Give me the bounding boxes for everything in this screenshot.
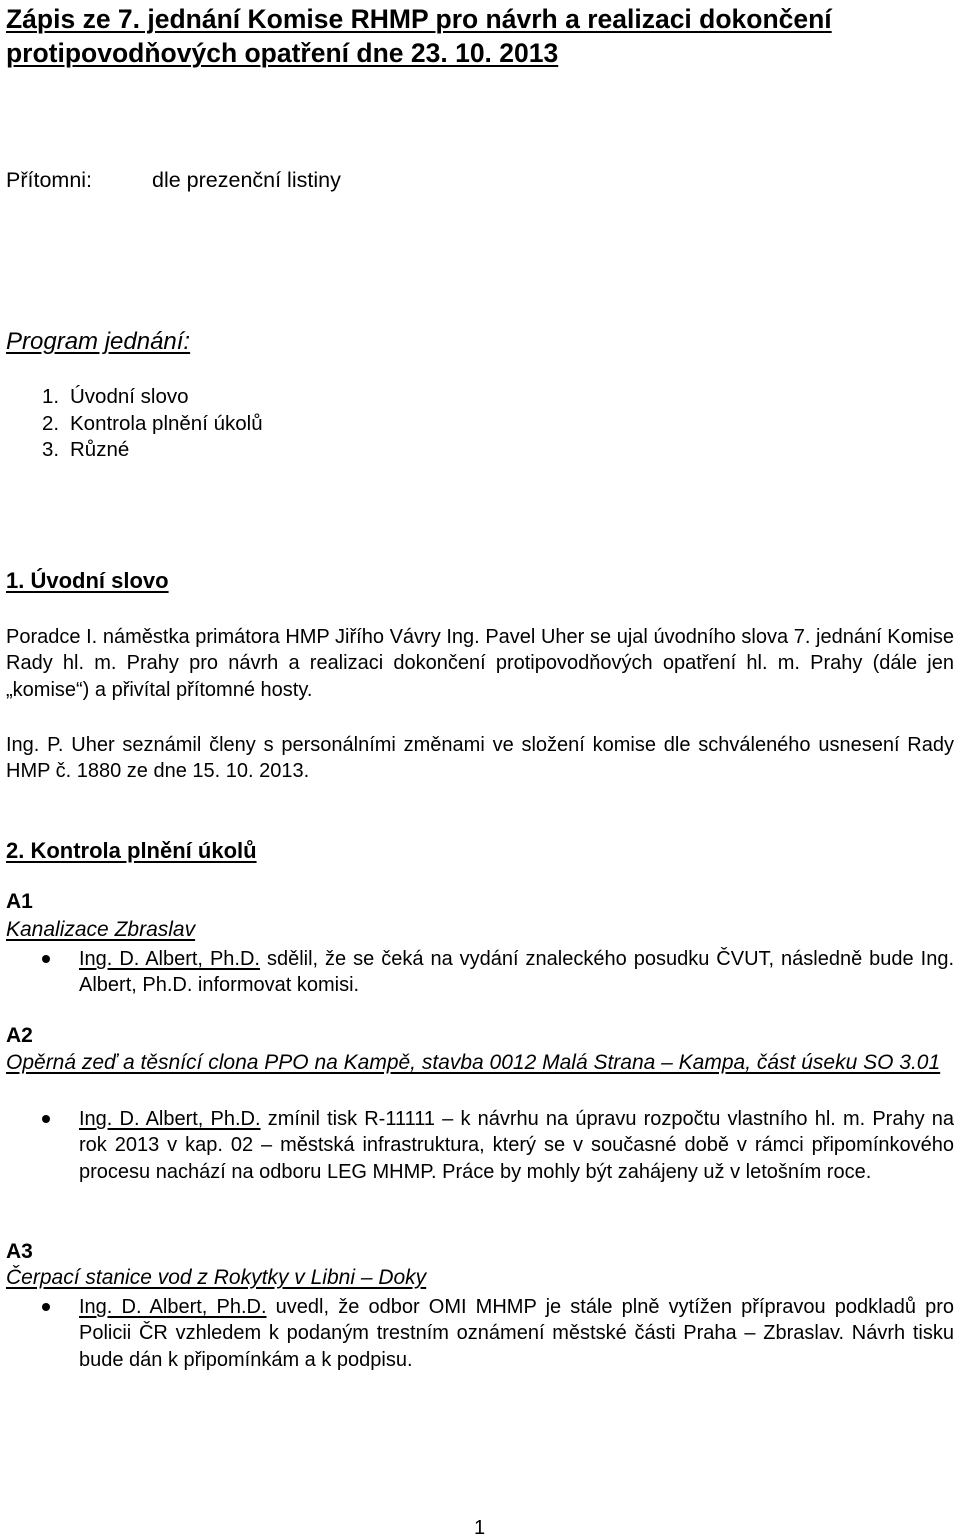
task-person: Ing. D. Albert, Ph.D. bbox=[79, 948, 260, 970]
task-name: Kanalizace Zbraslav bbox=[6, 918, 196, 941]
task-person: Ing. D. Albert, Ph.D. bbox=[79, 1296, 267, 1318]
bullet-icon bbox=[42, 1303, 50, 1311]
program-item-number: 3. bbox=[42, 438, 60, 461]
attendance-label: Přítomni: bbox=[6, 168, 93, 192]
task-code: A1 bbox=[6, 890, 33, 913]
task-note-text: uvedl, že odbor OMI MHMP je stále plně vytížen přípravou podkladů pro Policii ČR vzhledem k podaným trestním oznámení městské části Praha – Zbraslav. Návrh tisku bude dán k připomínkám a k podpisu. bbox=[79, 1296, 955, 1371]
task-person: Ing. D. Albert, Ph.D. bbox=[79, 1108, 261, 1130]
program-item bbox=[42, 411, 263, 438]
task-note-text: zmínil tisk R-11111 – k návrhu na úpravu rozpočtu vlastního hl. m. Prahy na rok 2013 v kap. 02 – městská infrastruktura, který se v současné době v rámci připomínkového procesu nachází na odboru LEG MHMP. Práce by mohly být zahájeny už v letošním roce. bbox=[79, 1108, 954, 1183]
page-number: 1 bbox=[474, 1517, 486, 1539]
task-code: A3 bbox=[6, 1240, 33, 1263]
document-title: Zápis ze 7. jednání Komise RHMP pro návrh a realizaci dokončení protipovodňových opatření dne 23. 10. 2013 bbox=[6, 4, 832, 68]
task-note bbox=[79, 1294, 954, 1373]
bullet-icon bbox=[42, 955, 50, 963]
program-item-text: Úvodní slovo bbox=[70, 385, 189, 408]
section-1-heading: 1. Úvodní slovo bbox=[6, 568, 169, 593]
program-item bbox=[42, 437, 263, 464]
task-name: Opěrná zeď a těsnící clona PPO na Kampě, stavba 0012 Malá Strana – Kampa, část úseku SO 3.01 bbox=[6, 1051, 941, 1074]
program-item-number: 2. bbox=[42, 411, 60, 435]
program-item-text: Kontrola plnění úkolů bbox=[70, 411, 263, 435]
program-item-text: Různé bbox=[70, 438, 130, 461]
section-1-paragraph-2: Ing. P. Uher seznámil členy s personálními změnami ve složení komise dle schváleného usnesení Rady HMP č. 1880 ze dne 15. 10. 2013. bbox=[6, 734, 954, 783]
section-2-heading: 2. Kontrola plnění úkolů bbox=[6, 838, 257, 863]
section-1-paragraph-1: Poradce I. náměstka primátora HMP Jiřího Vávry Ing. Pavel Uher se ujal úvodního slova 7. jednání Komise Rady hl. m. Prahy pro návrh a realizaci dokončení protipovodňových opatření hl. m. Prahy (dále jen „komise“) a přivítal přítomné hosty. bbox=[6, 626, 954, 701]
bullet-icon bbox=[42, 1115, 50, 1123]
task-note bbox=[79, 946, 954, 999]
program-title: Program jednání: bbox=[6, 328, 191, 355]
program-item bbox=[42, 384, 263, 411]
task-note-text: sdělil, že se čeká na vydání znaleckého posudku ČVUT, následně bude Ing. Albert, Ph.D. informovat komisi. bbox=[79, 948, 954, 997]
program-list bbox=[42, 384, 263, 464]
task-note bbox=[79, 1106, 954, 1185]
attendance-value: dle prezenční listiny bbox=[152, 168, 341, 192]
task-name: Čerpací stanice vod z Rokytky v Libni – Doky bbox=[6, 1266, 427, 1289]
task-code: A2 bbox=[6, 1024, 33, 1047]
program-item-number: 1. bbox=[42, 385, 60, 408]
